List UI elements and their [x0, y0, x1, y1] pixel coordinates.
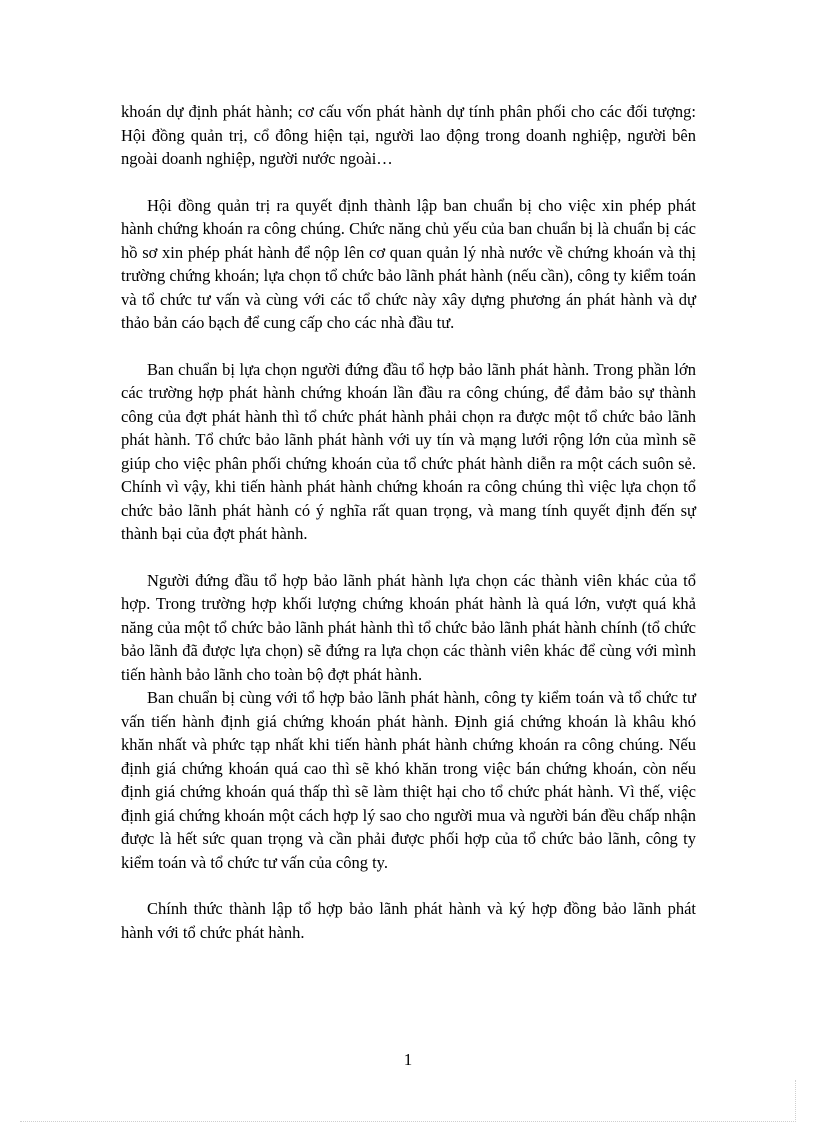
- paragraph-3: Ban chuẩn bị lựa chọn người đứng đầu tổ hợp bảo lãnh phát hành. Trong phần lớn các trường hợp phát hành chứng khoán lần đầu ra công chúng, để đảm bảo sự thành công của đợt phát hành thì tổ chức phát hành phải chọn ra được một tổ chức bảo lãnh phát hành. Tổ chức bảo lãnh phát hành với uy tín và mạng lưới rộng lớn của mình sẽ giúp cho việc phân phối chứng khoán của tổ chức phát hành diễn ra một cách suôn sẻ. Chính vì vậy, khi tiến hành phát hành chứng khoán ra công chúng thì việc lựa chọn tổ chức bảo lãnh phát hành có ý nghĩa rất quan trọng, và mang tính quyết định đến sự thành bại của đợt phát hành.: [121, 359, 696, 543]
- paragraph-5: Ban chuẩn bị cùng với tổ hợp bảo lãnh phát hành, công ty kiểm toán và tổ chức tư vấn tiến hành định giá chứng khoán phát hành. Định giá chứng khoán là khâu khó khăn nhất và phức tạp nhất khi tiến hành phát hành chứng khoán ra công chúng. Nếu định giá chứng khoán quá cao thì sẽ khó khăn trong việc bán chứng khoán, còn nếu định giá chứng khoán quá thấp thì sẽ làm thiệt hại cho tổ chức phát hành. Vì thế, việc định giá chứng khoán một cách hợp lý sao cho người mua và người bán đều chấp nhận được là hết sức quan trọng và cần phải được phối hợp của tổ chức bảo lãnh, công ty kiểm toán và tổ chức tư vấn của công ty.: [121, 688, 696, 872]
- paragraph-6: Chính thức thành lập tổ hợp bảo lãnh phát hành và ký hợp đồng bảo lãnh phát hành với tổ chức phát hành.: [121, 899, 696, 942]
- page-border-right: [795, 1080, 796, 1122]
- body-text: [121, 100, 696, 967]
- page-border-bottom: [20, 1121, 796, 1122]
- paragraph-1: khoán dự định phát hành; cơ cấu vốn phát hành dự tính phân phối cho các đối tượng: Hội đồng quản trị, cổ đông hiện tại, người lao động trong doanh nghiệp, người bên ngoài doanh nghiệp, người nước ngoài…: [121, 102, 696, 168]
- paragraph-2: Hội đồng quản trị ra quyết định thành lập ban chuẩn bị cho việc xin phép phát hành chứng khoán ra công chúng. Chức năng chủ yếu của ban chuẩn bị là chuẩn bị các hồ sơ xin phép phát hành để nộp lên cơ quan quản lý nhà nước về chứng khoán và thị trường chứng khoán; lựa chọn tổ chức bảo lãnh phát hành (nếu cần), công ty kiểm toán và tổ chức tư vấn và cùng với các tổ chức này xây dựng phương án phát hành và dự thảo bản cáo bạch để cung cấp cho các nhà đầu tư.: [121, 195, 696, 332]
- paragraph-4: Người đứng đầu tổ hợp bảo lãnh phát hành lựa chọn các thành viên khác của tổ hợp. Trong trường hợp khối lượng chứng khoán phát hành là quá lớn, vượt quá khả năng của một tổ chức bảo lãnh phát hành thì tổ chức bảo lãnh phát hành chính (tổ chức bảo lãnh đã được lựa chọn) sẽ đứng ra lựa chọn các thành viên khác để cùng với mình tiến hành bảo lãnh cho toàn bộ đợt phát hành.: [121, 570, 696, 684]
- page-number: 1: [403, 1050, 413, 1069]
